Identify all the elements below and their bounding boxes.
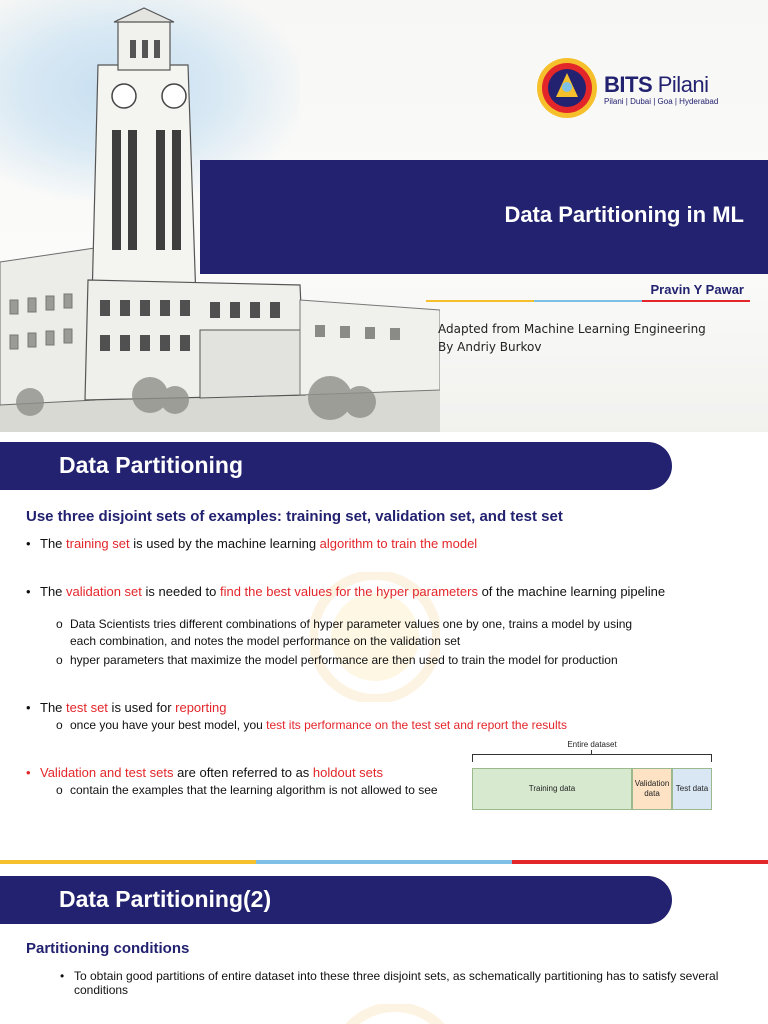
sub-bullet-test-1: o once you have your best model, you test its performance on the test set and report the results <box>56 718 567 732</box>
dataset-brace <box>472 754 712 762</box>
data-partitioning-2-slide <box>0 864 768 1024</box>
sub-bullet-validation-2: o hyper parameters that maximize the model performance are then used to train the model for production <box>56 653 618 667</box>
bits-pilani-wordmark <box>604 72 718 106</box>
diagram-caption: Entire dataset <box>567 740 617 749</box>
campus-list: Pilani | Dubai | Goa | Hyderabad <box>604 97 719 106</box>
slide-title: Data Partitioning in ML <box>504 202 744 227</box>
bits-seal-logo <box>536 57 598 119</box>
slide-header <box>0 442 672 490</box>
test-data-block: Test data <box>672 768 712 810</box>
slide-header-title: Data Partitioning(2) <box>59 886 272 912</box>
dataset-partition-diagram <box>470 740 714 814</box>
slide-header <box>0 876 672 924</box>
bullet-validation-set: • The validation set is needed to find the best values for the hyper parameters of the machine learning pipeline <box>26 584 666 599</box>
title-banner <box>200 160 768 274</box>
training-data-block: Training data <box>472 768 632 810</box>
data-partitioning-slide <box>0 432 768 864</box>
bullet-holdout-sets: • Validation and test sets are often referred to as holdout sets <box>26 765 384 780</box>
sub-bullet-validation-1: o Data Scientists tries different combinations of hyper parameter values one by one, trains a model by using each combination, and notes the model performance on the validation set <box>56 617 633 648</box>
slide-subtitle: Use three disjoint sets of examples: training set, validation set, and test set <box>26 508 563 525</box>
bullet-test-set: • The test set is used for reporting <box>26 700 227 715</box>
brand-pilani: Pilani <box>657 72 709 97</box>
brand-bits: BITS <box>604 72 653 97</box>
attribution-line-2: By Andriy Burkov <box>438 340 542 354</box>
bullet-partition-conditions: • To obtain good partitions of entire dataset into these three disjoint sets, as schematically partitioning has to satisfy several conditions <box>60 969 719 997</box>
author-name: Pravin Y Pawar <box>650 282 744 297</box>
validation-data-block: Validation data <box>632 768 672 810</box>
sub-bullet-holdout-1: o contain the examples that the learning algorithm is not allowed to see <box>56 783 438 797</box>
bullet-training-set: • The training set is used by the machine learning algorithm to train the model <box>26 536 478 551</box>
watermark-seal <box>330 1004 460 1024</box>
title-slide <box>0 0 768 432</box>
attribution-line-1: Adapted from Machine Learning Engineering <box>438 322 706 336</box>
attribution <box>438 320 706 356</box>
tricolor-divider <box>426 300 750 302</box>
slide-header-title: Data Partitioning <box>59 452 244 478</box>
slide-subtitle: Partitioning conditions <box>26 940 190 957</box>
